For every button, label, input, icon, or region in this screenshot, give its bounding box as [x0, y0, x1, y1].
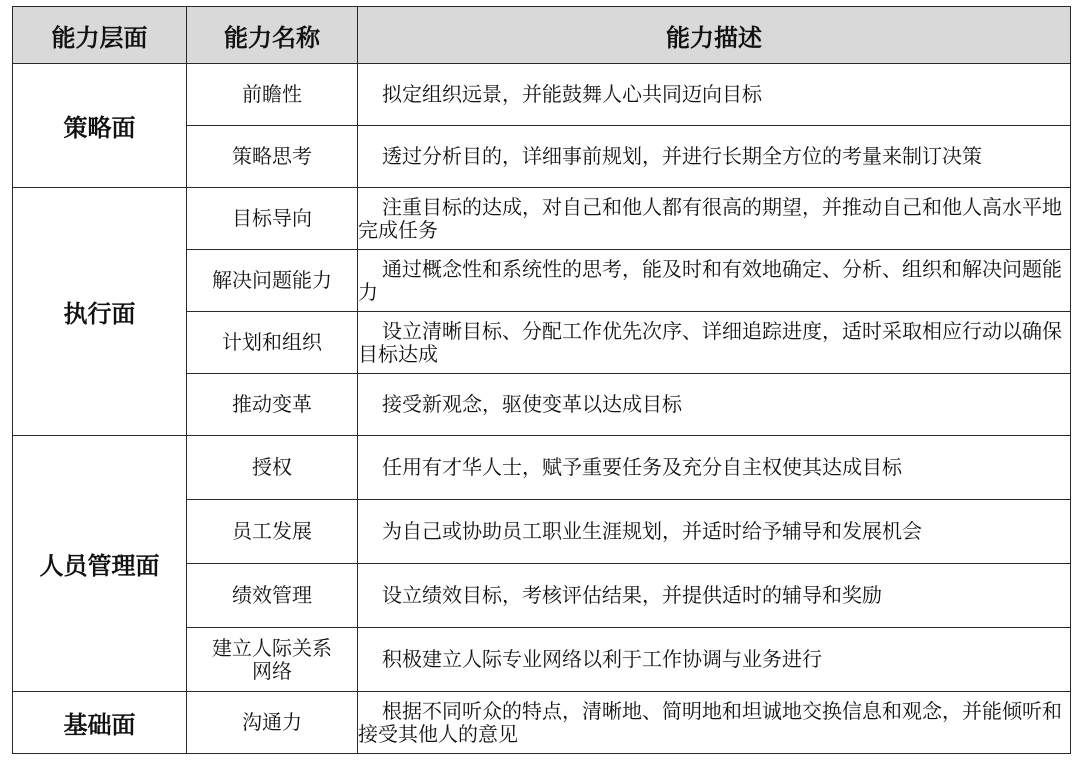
competency-description: 拟定组织远景，并能鼓舞人心共同迈向目标: [358, 64, 1071, 126]
table-row: [13, 692, 1071, 754]
layer-cell-execution: 执行面: [13, 188, 187, 436]
competency-name: 沟通力: [187, 692, 358, 754]
table-row: [13, 188, 1071, 250]
competency-name: 推动变革: [187, 374, 358, 436]
competency-description: 通过概念性和系统性的思考，能及时和有效地确定、分析、组织和解决问题能力: [358, 250, 1071, 312]
competency-table: [12, 6, 1071, 754]
layer-cell-strategy: 策略面: [13, 64, 187, 188]
table-row: [13, 436, 1071, 500]
competency-name: 目标导向: [187, 188, 358, 250]
table-header: [13, 7, 1071, 64]
competency-description: 注重目标的达成，对自己和他人都有很高的期望，并推动自己和他人高水平地完成任务: [358, 188, 1071, 250]
competency-description: 为自己或协助员工职业生涯规划，并适时给予辅导和发展机会: [358, 500, 1071, 564]
competency-description: 接受新观念，驱使变革以达成目标: [358, 374, 1071, 436]
layer-cell-people-management: 人员管理面: [13, 436, 187, 692]
competency-name: 计划和组织: [187, 312, 358, 374]
header-layer: 能力层面: [13, 7, 187, 64]
header-description: 能力描述: [358, 7, 1071, 64]
competency-name: 前瞻性: [187, 64, 358, 126]
layer-cell-foundation: 基础面: [13, 692, 187, 754]
competency-name: 员工发展: [187, 500, 358, 564]
competency-name: 绩效管理: [187, 564, 358, 628]
competency-description: 任用有才华人士，赋予重要任务及充分自主权使其达成目标: [358, 436, 1071, 500]
table-row: [13, 64, 1071, 126]
competency-description: 设立绩效目标，考核评估结果，并提供适时的辅导和奖励: [358, 564, 1071, 628]
competency-description: 设立清晰目标、分配工作优先次序、详细追踪进度，适时采取相应行动以确保目标达成: [358, 312, 1071, 374]
header-name: 能力名称: [187, 7, 358, 64]
competency-description: 积极建立人际专业网络以利于工作协调与业务进行: [358, 628, 1071, 692]
competency-name: 建立人际关系网络: [187, 628, 358, 692]
competency-name: 授权: [187, 436, 358, 500]
competency-name: 策略思考: [187, 126, 358, 188]
competency-name: 解决问题能力: [187, 250, 358, 312]
competency-description: 透过分析目的，详细事前规划，并进行长期全方位的考量来制订决策: [358, 126, 1071, 188]
competency-description: 根据不同听众的特点，清晰地、简明地和坦诚地交换信息和观念，并能倾听和接受其他人的意见: [358, 692, 1071, 754]
